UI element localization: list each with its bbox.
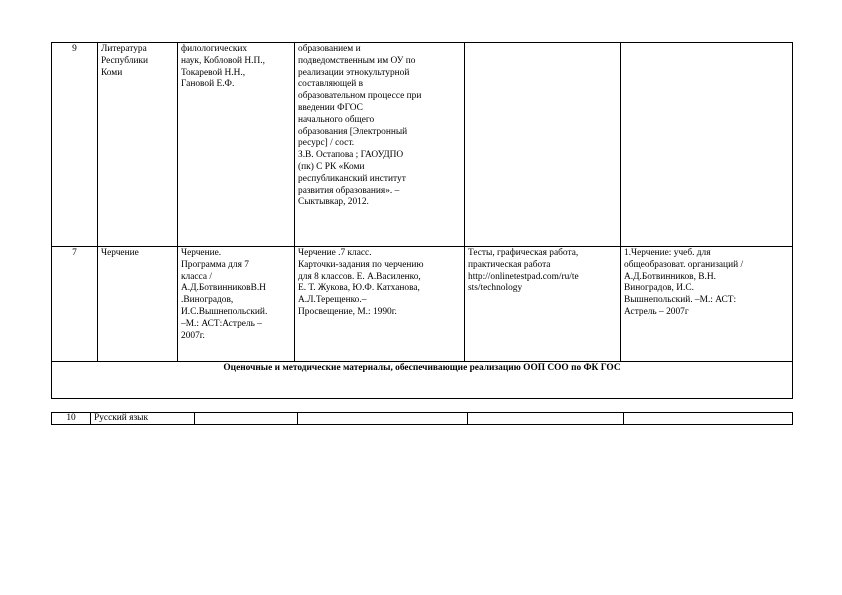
table-row xyxy=(52,43,793,247)
materials-cell xyxy=(298,413,468,425)
program-cell: Черчение. Программа для 7 класса / А.Д.БотвинниковВ.Н .Виноградов, И.С.Вышнепольский. –М.: АСТ:Астрель – 2007г. xyxy=(178,247,295,362)
subject-cell: Литература Республики Коми xyxy=(98,43,178,247)
materials-cell: образованием и подведомственным им ОУ по реализации этнокультурной составляющей в образовательном процессе при введении ФГОС начального общего образования [Электронный ресурс] / сост. З.В. Остапова ; ГАОУДПО (пк) С РК «Коми республиканский институт развития образования». – Сыктывкар, 2012. xyxy=(295,43,465,247)
assessment-cell xyxy=(468,413,624,425)
subject-cell: Черчение xyxy=(98,247,178,362)
row-number: 10 xyxy=(52,413,91,425)
row-number: 7 xyxy=(52,247,98,362)
textbooks-cell xyxy=(624,413,793,425)
banner-row xyxy=(52,362,793,399)
subject-cell: Русский язык xyxy=(91,413,195,425)
section-banner: Оценочные и методические материалы, обеспечивающие реализацию ООП СОО по ФК ГОС xyxy=(52,362,793,399)
program-cell xyxy=(195,413,298,425)
table-row xyxy=(52,247,793,362)
assessment-cell: Тесты, графическая работа, практическая работа http://onlinetestpad.com/ru/te sts/technology xyxy=(465,247,621,362)
assessment-cell xyxy=(465,43,621,247)
textbooks-cell xyxy=(621,43,793,247)
next-section-table xyxy=(51,412,793,425)
row-number: 9 xyxy=(52,43,98,247)
materials-cell: Черчение .7 класс. Карточки-задания по черчению для 8 классов. Е. А.Василенко, Е. Т. Жукова, Ю.Ф. Катханова, А.Л.Терещенко.– Просвещение, М.: 1990г. xyxy=(295,247,465,362)
program-cell: филологических наук, Кобловой Н.П., Токаревой Н.Н., Гановой Е.Ф. xyxy=(178,43,295,247)
textbooks-cell: 1.Черчение: учеб. для общеобразоват. организаций / А.Д.Ботвинников, В.Н. Виноградов, И.С. Вышнепольский. –М.: АСТ: Астрель – 2007г xyxy=(621,247,793,362)
curriculum-table xyxy=(51,42,793,399)
table-row xyxy=(52,413,793,425)
